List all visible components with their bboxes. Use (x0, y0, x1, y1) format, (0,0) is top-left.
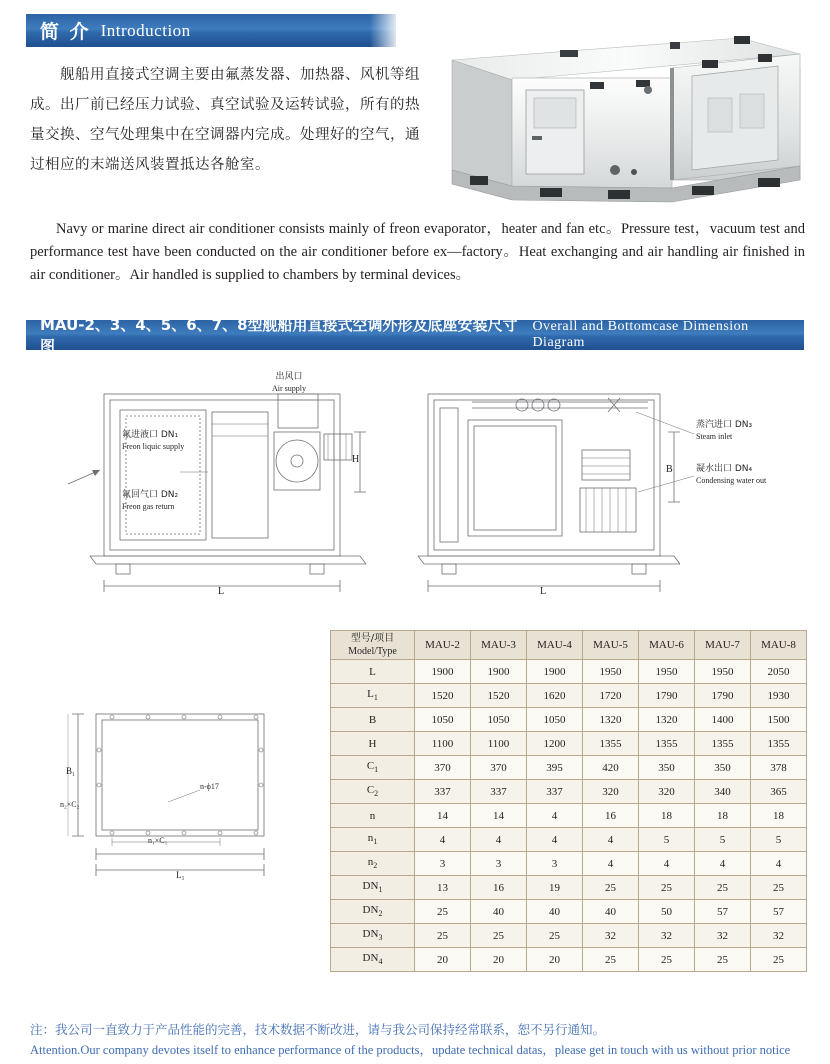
row-header-n1: $n_1$ (331, 828, 415, 852)
table-cell: 378 (751, 756, 807, 780)
table-cell: 5 (695, 828, 751, 852)
table-row (331, 708, 807, 732)
table-cell: 25 (415, 900, 471, 924)
table-cell: 1100 (471, 732, 527, 756)
table-cell: 25 (695, 876, 751, 900)
table-row (331, 948, 807, 972)
table-cell: 1355 (695, 732, 751, 756)
column-header-model: MAU-7 (695, 631, 751, 660)
table-cell: 340 (695, 780, 751, 804)
table-cell: 1950 (695, 660, 751, 684)
table-cell: 32 (639, 924, 695, 948)
table-cell: 1355 (639, 732, 695, 756)
table-cell: 1200 (527, 732, 583, 756)
table-row (331, 900, 807, 924)
table-cell: 1620 (527, 684, 583, 708)
table-cell: 20 (415, 948, 471, 972)
footer-note-chinese: 注：我公司一直致力于产品性能的完善，技术数据不断改进，请与我公司保持经常联系，恕不另行通知。 (30, 1022, 606, 1037)
table-cell: 350 (695, 756, 751, 780)
table-cell: 4 (583, 852, 639, 876)
table-cell: 420 (583, 756, 639, 780)
table-cell: 1400 (695, 708, 751, 732)
table-cell: 1720 (583, 684, 639, 708)
table-cell: 57 (751, 900, 807, 924)
table-cell: 350 (639, 756, 695, 780)
plan-view-drawing (412, 372, 804, 602)
base-length-label: L₁ (176, 870, 185, 880)
table-cell: 337 (527, 780, 583, 804)
table-row (331, 876, 807, 900)
side-view-svg (60, 372, 390, 602)
column-header-model: MAU-5 (583, 631, 639, 660)
table-cell: 1520 (471, 684, 527, 708)
steam-inlet-label: 蒸汽进口 DN₃ Steam inlet (696, 420, 753, 441)
table-cell: 1320 (639, 708, 695, 732)
table-corner-header (331, 631, 415, 660)
dimension-title-en: Overall and Bottomcase Dimension Diagram (532, 319, 749, 350)
ahu-photo-svg (440, 20, 808, 208)
table-row (331, 684, 807, 708)
table-cell: 1790 (639, 684, 695, 708)
row-header-c1: $C_1$ (331, 756, 415, 780)
table-cell: 3 (527, 852, 583, 876)
side-view-drawing (60, 372, 390, 602)
table-cell: 16 (471, 876, 527, 900)
freon-gas-return-label: 氟回气口 DN₂ Freon gas return (122, 490, 179, 511)
table-cell: 25 (583, 948, 639, 972)
table-cell: 4 (751, 852, 807, 876)
table-cell: 4 (583, 828, 639, 852)
table-row (331, 852, 807, 876)
table-row (331, 732, 807, 756)
height-dimension-label: H (352, 454, 360, 465)
table-cell: 5 (639, 828, 695, 852)
table-cell: 365 (751, 780, 807, 804)
table-cell: 1320 (583, 708, 639, 732)
table-header-row (331, 631, 807, 660)
table-cell: 18 (639, 804, 695, 828)
row-header-l: L (331, 660, 415, 684)
row-header-l1: $L_1$ (331, 684, 415, 708)
bottomcase-drawing (60, 690, 300, 890)
table-cell: 1050 (527, 708, 583, 732)
table-cell: 25 (471, 924, 527, 948)
table-cell: 57 (695, 900, 751, 924)
column-header-model: MAU-6 (639, 631, 695, 660)
air-supply-label: 出风口 Air supply (272, 372, 306, 393)
table-cell: 1790 (695, 684, 751, 708)
table-cell: 25 (415, 924, 471, 948)
table-cell: 320 (639, 780, 695, 804)
specification-table (330, 630, 807, 972)
table-cell: 4 (639, 852, 695, 876)
table-cell: 1050 (415, 708, 471, 732)
column-header-model: MAU-4 (527, 631, 583, 660)
row-header-b: B (331, 708, 415, 732)
table-cell: 1100 (415, 732, 471, 756)
table-cell: 4 (415, 828, 471, 852)
table-cell: 25 (751, 948, 807, 972)
table-row (331, 780, 807, 804)
table-cell: 25 (751, 876, 807, 900)
table-cell: 14 (415, 804, 471, 828)
table-cell: 1520 (415, 684, 471, 708)
table-cell: 25 (527, 924, 583, 948)
table-cell: 370 (415, 756, 471, 780)
air-handling-unit-photo (440, 20, 808, 208)
row-header-dn4: $DN_4$ (331, 948, 415, 972)
footer-note-english: Attention.Our company devotes itself to enhance performance of the products，update technical datas，please get in touch with us without prior notice (30, 1043, 791, 1057)
corner-header-en: Model/Type (348, 646, 397, 657)
column-header-model: MAU-8 (751, 631, 807, 660)
table-cell: 2050 (751, 660, 807, 684)
row-header-h: H (331, 732, 415, 756)
table-body (331, 660, 807, 972)
freon-liquid-supply-label: 氟进液口 DN₁ Freon liquic supply (122, 430, 185, 451)
table-cell: 25 (695, 948, 751, 972)
table-cell: 1050 (471, 708, 527, 732)
table-cell: 40 (471, 900, 527, 924)
condensing-water-out-label: 凝水出口 DN₄ Condensing water out (696, 464, 767, 485)
column-header-model: MAU-2 (415, 631, 471, 660)
table-row (331, 756, 807, 780)
table-cell: 1930 (751, 684, 807, 708)
row-header-dn1: $DN_1$ (331, 876, 415, 900)
table-cell: 1950 (639, 660, 695, 684)
intro-section-header (26, 14, 396, 47)
bolt-spec-label: n-ϕ17 (200, 782, 219, 791)
table-cell: 1500 (751, 708, 807, 732)
bottomcase-svg (60, 690, 300, 890)
table-cell: 40 (583, 900, 639, 924)
table-cell: 1900 (527, 660, 583, 684)
table-cell: 25 (639, 948, 695, 972)
table-cell: 4 (471, 828, 527, 852)
plan-view-svg (412, 372, 804, 602)
corner-header-cn: 型号/项目 (350, 633, 395, 644)
table-cell: 13 (415, 876, 471, 900)
table-cell: 1355 (751, 732, 807, 756)
table-cell: 1900 (415, 660, 471, 684)
table-cell: 32 (751, 924, 807, 948)
length-dimension-label: L (218, 586, 225, 597)
row-header-dn2: $DN_2$ (331, 900, 415, 924)
table-cell: 32 (583, 924, 639, 948)
dimension-title-cn: MAU-2、3、4、5、6、7、8型舰船用直接式空调外形及底座安装尺寸图 (40, 316, 518, 355)
intro-title-cn: 简 介 (40, 21, 91, 43)
intro-paragraph-chinese: 舰船用直接式空调主要由氟蒸发器、加热器、风机等组成。出厂前已经压力试验、真空试验及运转试验，所有的热量交换、空气处理集中在空调器内完成。处理好的空气，通过相应的末端送风装置抵达各舱室。 (30, 67, 420, 173)
table-cell: 18 (751, 804, 807, 828)
table-cell: 3 (415, 852, 471, 876)
table-cell: 337 (415, 780, 471, 804)
table-cell: 1355 (583, 732, 639, 756)
plan-length-dimension-label: L (540, 586, 547, 597)
intro-title-en: Introduction (100, 20, 191, 40)
table-cell: 19 (527, 876, 583, 900)
table-cell: 18 (695, 804, 751, 828)
table-cell: 20 (471, 948, 527, 972)
table-cell: 16 (583, 804, 639, 828)
table-cell: 25 (583, 876, 639, 900)
table-cell: 4 (695, 852, 751, 876)
table-cell: 40 (527, 900, 583, 924)
row-header-dn3: $DN_3$ (331, 924, 415, 948)
table-cell: 1900 (471, 660, 527, 684)
intro-paragraph-english: Navy or marine direct air conditioner consists mainly of freon evaporator，heater and fan etc。Pressure test，vacuum test and performance test have been conducted on the air conditioner before ex—factory。Heat exchanging and air handling air finished in air conditioner。Air handled is supplied to chambers by terminal devices。 (30, 221, 805, 283)
table-cell: 395 (527, 756, 583, 780)
width-dimension-label: B (666, 464, 673, 475)
table-cell: 25 (639, 876, 695, 900)
column-header-model: MAU-3 (471, 631, 527, 660)
table-cell: 4 (527, 804, 583, 828)
table-row (331, 828, 807, 852)
table-cell: 4 (527, 828, 583, 852)
table-row (331, 924, 807, 948)
dimension-section-header (26, 316, 804, 355)
table-cell: 370 (471, 756, 527, 780)
table-cell: 3 (471, 852, 527, 876)
table-row (331, 660, 807, 684)
table-row (331, 804, 807, 828)
table-cell: 1950 (583, 660, 639, 684)
table-cell: 320 (583, 780, 639, 804)
table-cell: 32 (695, 924, 751, 948)
table-cell: 14 (471, 804, 527, 828)
base-width-label: B₁ (66, 766, 76, 776)
table-cell: 5 (751, 828, 807, 852)
row-header-n: n (331, 804, 415, 828)
table-cell: 20 (527, 948, 583, 972)
base-pitch-n2-label: n₂×C₂ (60, 800, 80, 809)
row-header-c2: $C_2$ (331, 780, 415, 804)
base-pitch-n1-label: n₁×C₁ (148, 836, 168, 845)
table-cell: 337 (471, 780, 527, 804)
row-header-n2: $n_2$ (331, 852, 415, 876)
table-cell: 50 (639, 900, 695, 924)
